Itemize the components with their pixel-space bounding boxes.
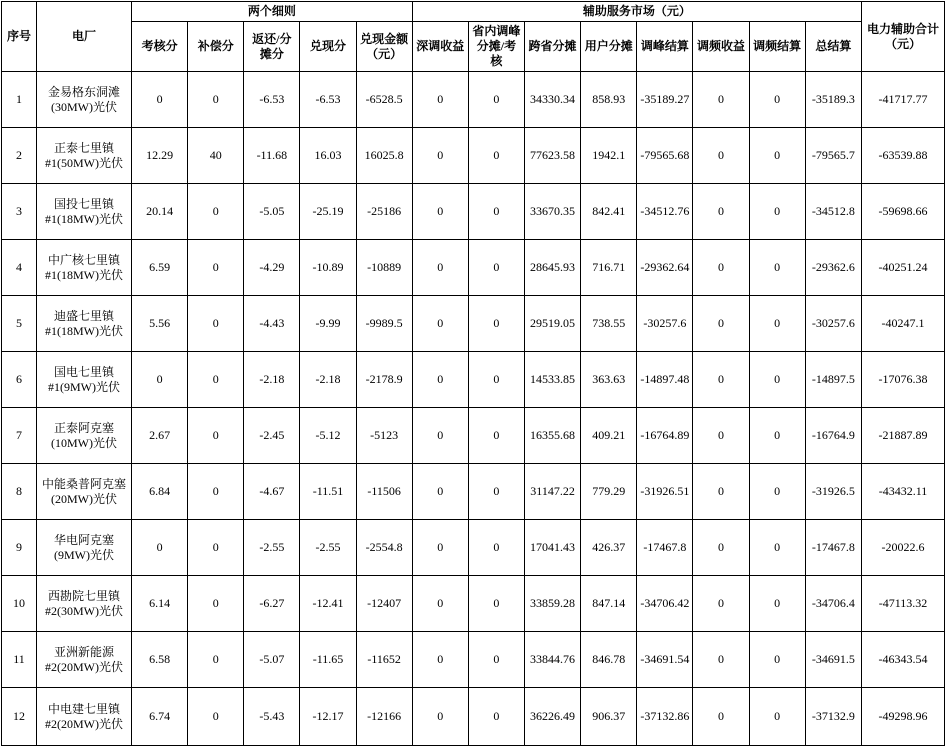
cell-freq-settlement: 0: [749, 240, 805, 296]
cell-user-share: 847.14: [581, 576, 637, 632]
cell-user-share: 363.63: [581, 352, 637, 408]
cell-cross-province-share: 77623.58: [524, 128, 580, 184]
cell-grand-total: -47113.32: [862, 576, 945, 632]
cell-assessment-score: 20.14: [132, 184, 188, 240]
cell-grand-total: -17076.38: [862, 352, 945, 408]
cell-redeem-score: -2.18: [300, 352, 356, 408]
cell-total-settlement: -34512.8: [805, 184, 861, 240]
cell-compensation-score: 40: [188, 128, 244, 184]
header-sub-return-share-score: 返还/分摊分: [244, 22, 300, 72]
settlement-table: [1, 1, 945, 746]
cell-deep-peak-income: 0: [412, 632, 468, 688]
row-index: 10: [2, 576, 37, 632]
cell-assessment-score: 6.74: [132, 688, 188, 746]
cell-user-share: 842.41: [581, 184, 637, 240]
header-sub-freq-income: 调频收益: [693, 22, 749, 72]
cell-deep-peak-income: 0: [412, 128, 468, 184]
cell-redeem-score: -25.19: [300, 184, 356, 240]
header-sub-cross-province-share: 跨省分摊: [524, 22, 580, 72]
cell-cross-province-share: 34330.34: [524, 72, 580, 128]
cell-redeem-score: -9.99: [300, 296, 356, 352]
cell-return-share-score: -2.45: [244, 408, 300, 464]
cell-freq-settlement: 0: [749, 296, 805, 352]
cell-assessment-score: 0: [132, 72, 188, 128]
cell-deep-peak-income: 0: [412, 576, 468, 632]
cell-intraprovince-peak-share: 0: [468, 184, 524, 240]
cell-intraprovince-peak-share: 0: [468, 352, 524, 408]
cell-peak-settlement: -35189.27: [637, 72, 693, 128]
cell-assessment-score: 6.59: [132, 240, 188, 296]
header-sub-peak-settlement: 调峰结算: [637, 22, 693, 72]
row-plant: 中广核七里镇#1(18MW)光伏: [37, 240, 132, 296]
cell-intraprovince-peak-share: 0: [468, 240, 524, 296]
cell-deep-peak-income: 0: [412, 464, 468, 520]
cell-user-share: 1942.1: [581, 128, 637, 184]
cell-intraprovince-peak-share: 0: [468, 464, 524, 520]
cell-cross-province-share: 16355.68: [524, 408, 580, 464]
cell-freq-settlement: 0: [749, 128, 805, 184]
cell-redeem-score: -10.89: [300, 240, 356, 296]
row-plant: 中能桑普阿克塞(20MW)光伏: [37, 464, 132, 520]
cell-freq-income: 0: [693, 184, 749, 240]
cell-user-share: 426.37: [581, 520, 637, 576]
header-sub-freq-settlement: 调频结算: [749, 22, 805, 72]
row-plant: 正泰阿克塞(10MW)光伏: [37, 408, 132, 464]
row-plant: 迪盛七里镇#1(18MW)光伏: [37, 296, 132, 352]
cell-freq-income: 0: [693, 520, 749, 576]
cell-redeem-amount: -11652: [356, 632, 412, 688]
cell-freq-income: 0: [693, 72, 749, 128]
cell-deep-peak-income: 0: [412, 296, 468, 352]
cell-freq-settlement: 0: [749, 464, 805, 520]
cell-total-settlement: -30257.6: [805, 296, 861, 352]
cell-redeem-amount: -9989.5: [356, 296, 412, 352]
header-row-2: [2, 22, 945, 72]
cell-freq-income: 0: [693, 128, 749, 184]
cell-redeem-amount: -6528.5: [356, 72, 412, 128]
row-index: 9: [2, 520, 37, 576]
cell-freq-settlement: 0: [749, 352, 805, 408]
cell-compensation-score: 0: [188, 184, 244, 240]
header-row-1: [2, 2, 945, 22]
cell-return-share-score: -2.18: [244, 352, 300, 408]
row-index: 7: [2, 408, 37, 464]
cell-intraprovince-peak-share: 0: [468, 296, 524, 352]
cell-user-share: 738.55: [581, 296, 637, 352]
cell-peak-settlement: -16764.89: [637, 408, 693, 464]
cell-freq-settlement: 0: [749, 520, 805, 576]
cell-compensation-score: 0: [188, 632, 244, 688]
cell-intraprovince-peak-share: 0: [468, 520, 524, 576]
cell-grand-total: -63539.88: [862, 128, 945, 184]
cell-grand-total: -21887.89: [862, 408, 945, 464]
cell-cross-province-share: 29519.05: [524, 296, 580, 352]
cell-compensation-score: 0: [188, 576, 244, 632]
cell-user-share: 409.21: [581, 408, 637, 464]
row-index: 3: [2, 184, 37, 240]
cell-freq-income: 0: [693, 352, 749, 408]
cell-peak-settlement: -79565.68: [637, 128, 693, 184]
cell-user-share: 858.93: [581, 72, 637, 128]
cell-redeem-amount: -11506: [356, 464, 412, 520]
row-index: 5: [2, 296, 37, 352]
row-plant: 国电七里镇#1(9MW)光伏: [37, 352, 132, 408]
cell-peak-settlement: -34512.76: [637, 184, 693, 240]
cell-freq-income: 0: [693, 576, 749, 632]
cell-redeem-amount: -25186: [356, 184, 412, 240]
cell-compensation-score: 0: [188, 688, 244, 746]
cell-redeem-amount: -12166: [356, 688, 412, 746]
row-index: 2: [2, 128, 37, 184]
cell-freq-settlement: 0: [749, 408, 805, 464]
cell-deep-peak-income: 0: [412, 184, 468, 240]
header-plant: 电厂: [37, 2, 132, 72]
header-sub-user-share: 用户分摊: [581, 22, 637, 72]
cell-intraprovince-peak-share: 0: [468, 72, 524, 128]
table-row: [2, 576, 945, 632]
cell-redeem-amount: -12407: [356, 576, 412, 632]
cell-total-settlement: -35189.3: [805, 72, 861, 128]
cell-grand-total: -40247.1: [862, 296, 945, 352]
cell-peak-settlement: -31926.51: [637, 464, 693, 520]
table-row: [2, 520, 945, 576]
cell-cross-province-share: 28645.93: [524, 240, 580, 296]
table-row: [2, 128, 945, 184]
cell-grand-total: -49298.96: [862, 688, 945, 746]
cell-user-share: 716.71: [581, 240, 637, 296]
row-plant: 中电建七里镇#2(20MW)光伏: [37, 688, 132, 746]
cell-deep-peak-income: 0: [412, 72, 468, 128]
cell-intraprovince-peak-share: 0: [468, 632, 524, 688]
cell-return-share-score: -5.43: [244, 688, 300, 746]
cell-peak-settlement: -29362.64: [637, 240, 693, 296]
cell-assessment-score: 0: [132, 520, 188, 576]
row-plant: 正泰七里镇#1(50MW)光伏: [37, 128, 132, 184]
cell-cross-province-share: 33844.76: [524, 632, 580, 688]
cell-total-settlement: -34706.4: [805, 576, 861, 632]
cell-redeem-amount: -2178.9: [356, 352, 412, 408]
cell-deep-peak-income: 0: [412, 352, 468, 408]
table-row: [2, 632, 945, 688]
header-sub-intraprovince-peak-share: 省内调峰分摊/考核: [468, 22, 524, 72]
header-group-aux-market: 辅助服务市场（元）: [412, 2, 861, 22]
cell-assessment-score: 5.56: [132, 296, 188, 352]
cell-redeem-score: -11.51: [300, 464, 356, 520]
header-sub-assessment-score: 考核分: [132, 22, 188, 72]
cell-total-settlement: -31926.5: [805, 464, 861, 520]
cell-compensation-score: 0: [188, 72, 244, 128]
cell-redeem-amount: 16025.8: [356, 128, 412, 184]
cell-cross-province-share: 33859.28: [524, 576, 580, 632]
table-body: [2, 72, 945, 746]
cell-freq-income: 0: [693, 632, 749, 688]
row-index: 6: [2, 352, 37, 408]
row-index: 1: [2, 72, 37, 128]
cell-total-settlement: -34691.5: [805, 632, 861, 688]
cell-return-share-score: -6.53: [244, 72, 300, 128]
header-total: 电力辅助合计（元）: [862, 2, 945, 72]
row-plant: 华电阿克塞(9MW)光伏: [37, 520, 132, 576]
cell-assessment-score: 6.58: [132, 632, 188, 688]
cell-freq-income: 0: [693, 688, 749, 746]
cell-assessment-score: 6.14: [132, 576, 188, 632]
cell-peak-settlement: -17467.8: [637, 520, 693, 576]
table-row: [2, 72, 945, 128]
cell-return-share-score: -5.07: [244, 632, 300, 688]
header-group-rules: 两个细则: [132, 2, 413, 22]
header-sub-deep-peak-income: 深调收益: [412, 22, 468, 72]
row-index: 11: [2, 632, 37, 688]
row-index: 12: [2, 688, 37, 746]
cell-intraprovince-peak-share: 0: [468, 688, 524, 746]
cell-return-share-score: -4.67: [244, 464, 300, 520]
cell-return-share-score: -6.27: [244, 576, 300, 632]
cell-cross-province-share: 33670.35: [524, 184, 580, 240]
cell-compensation-score: 0: [188, 408, 244, 464]
cell-cross-province-share: 31147.22: [524, 464, 580, 520]
cell-assessment-score: 12.29: [132, 128, 188, 184]
table-row: [2, 352, 945, 408]
cell-redeem-score: -12.17: [300, 688, 356, 746]
table-header: [2, 2, 945, 72]
row-plant: 西勘院七里镇#2(30MW)光伏: [37, 576, 132, 632]
cell-intraprovince-peak-share: 0: [468, 576, 524, 632]
cell-assessment-score: 6.84: [132, 464, 188, 520]
cell-compensation-score: 0: [188, 240, 244, 296]
table-row: [2, 408, 945, 464]
header-index: 序号: [2, 2, 37, 72]
cell-redeem-amount: -2554.8: [356, 520, 412, 576]
cell-freq-income: 0: [693, 464, 749, 520]
cell-compensation-score: 0: [188, 296, 244, 352]
table-row: [2, 240, 945, 296]
cell-return-share-score: -4.43: [244, 296, 300, 352]
cell-freq-settlement: 0: [749, 72, 805, 128]
header-sub-redeem-amount: 兑现金额（元）: [356, 22, 412, 72]
cell-freq-income: 0: [693, 296, 749, 352]
cell-total-settlement: -37132.9: [805, 688, 861, 746]
cell-redeem-score: -5.12: [300, 408, 356, 464]
cell-grand-total: -59698.66: [862, 184, 945, 240]
cell-compensation-score: 0: [188, 520, 244, 576]
row-index: 4: [2, 240, 37, 296]
cell-compensation-score: 0: [188, 464, 244, 520]
cell-redeem-score: -11.65: [300, 632, 356, 688]
row-plant: 金易格东洞滩(30MW)光伏: [37, 72, 132, 128]
cell-freq-settlement: 0: [749, 184, 805, 240]
cell-redeem-score: 16.03: [300, 128, 356, 184]
row-plant: 亚洲新能源#2(20MW)光伏: [37, 632, 132, 688]
header-sub-redeem-score: 兑现分: [300, 22, 356, 72]
cell-total-settlement: -16764.9: [805, 408, 861, 464]
cell-freq-income: 0: [693, 240, 749, 296]
cell-freq-settlement: 0: [749, 688, 805, 746]
cell-return-share-score: -4.29: [244, 240, 300, 296]
cell-total-settlement: -79565.7: [805, 128, 861, 184]
cell-intraprovince-peak-share: 0: [468, 128, 524, 184]
cell-peak-settlement: -34691.54: [637, 632, 693, 688]
cell-deep-peak-income: 0: [412, 688, 468, 746]
cell-user-share: 779.29: [581, 464, 637, 520]
cell-compensation-score: 0: [188, 352, 244, 408]
table-row: [2, 464, 945, 520]
cell-return-share-score: -2.55: [244, 520, 300, 576]
cell-redeem-score: -12.41: [300, 576, 356, 632]
row-index: 8: [2, 464, 37, 520]
cell-freq-settlement: 0: [749, 632, 805, 688]
cell-assessment-score: 0: [132, 352, 188, 408]
cell-redeem-score: -6.53: [300, 72, 356, 128]
cell-grand-total: -40251.24: [862, 240, 945, 296]
cell-grand-total: -46343.54: [862, 632, 945, 688]
cell-cross-province-share: 36226.49: [524, 688, 580, 746]
header-sub-compensation-score: 补偿分: [188, 22, 244, 72]
cell-user-share: 906.37: [581, 688, 637, 746]
cell-redeem-amount: -5123: [356, 408, 412, 464]
cell-cross-province-share: 14533.85: [524, 352, 580, 408]
cell-deep-peak-income: 0: [412, 408, 468, 464]
cell-total-settlement: -17467.8: [805, 520, 861, 576]
cell-deep-peak-income: 0: [412, 240, 468, 296]
cell-peak-settlement: -14897.48: [637, 352, 693, 408]
table-row: [2, 688, 945, 746]
cell-grand-total: -20022.6: [862, 520, 945, 576]
table-row: [2, 296, 945, 352]
cell-intraprovince-peak-share: 0: [468, 408, 524, 464]
cell-peak-settlement: -37132.86: [637, 688, 693, 746]
cell-total-settlement: -14897.5: [805, 352, 861, 408]
cell-cross-province-share: 17041.43: [524, 520, 580, 576]
cell-return-share-score: -11.68: [244, 128, 300, 184]
cell-redeem-amount: -10889: [356, 240, 412, 296]
cell-peak-settlement: -34706.42: [637, 576, 693, 632]
header-sub-total-settlement: 总结算: [805, 22, 861, 72]
cell-freq-settlement: 0: [749, 576, 805, 632]
cell-return-share-score: -5.05: [244, 184, 300, 240]
cell-total-settlement: -29362.6: [805, 240, 861, 296]
cell-grand-total: -43432.11: [862, 464, 945, 520]
cell-user-share: 846.78: [581, 632, 637, 688]
cell-freq-income: 0: [693, 408, 749, 464]
table-row: [2, 184, 945, 240]
cell-grand-total: -41717.77: [862, 72, 945, 128]
cell-assessment-score: 2.67: [132, 408, 188, 464]
cell-peak-settlement: -30257.6: [637, 296, 693, 352]
cell-redeem-score: -2.55: [300, 520, 356, 576]
cell-deep-peak-income: 0: [412, 520, 468, 576]
row-plant: 国投七里镇#1(18MW)光伏: [37, 184, 132, 240]
